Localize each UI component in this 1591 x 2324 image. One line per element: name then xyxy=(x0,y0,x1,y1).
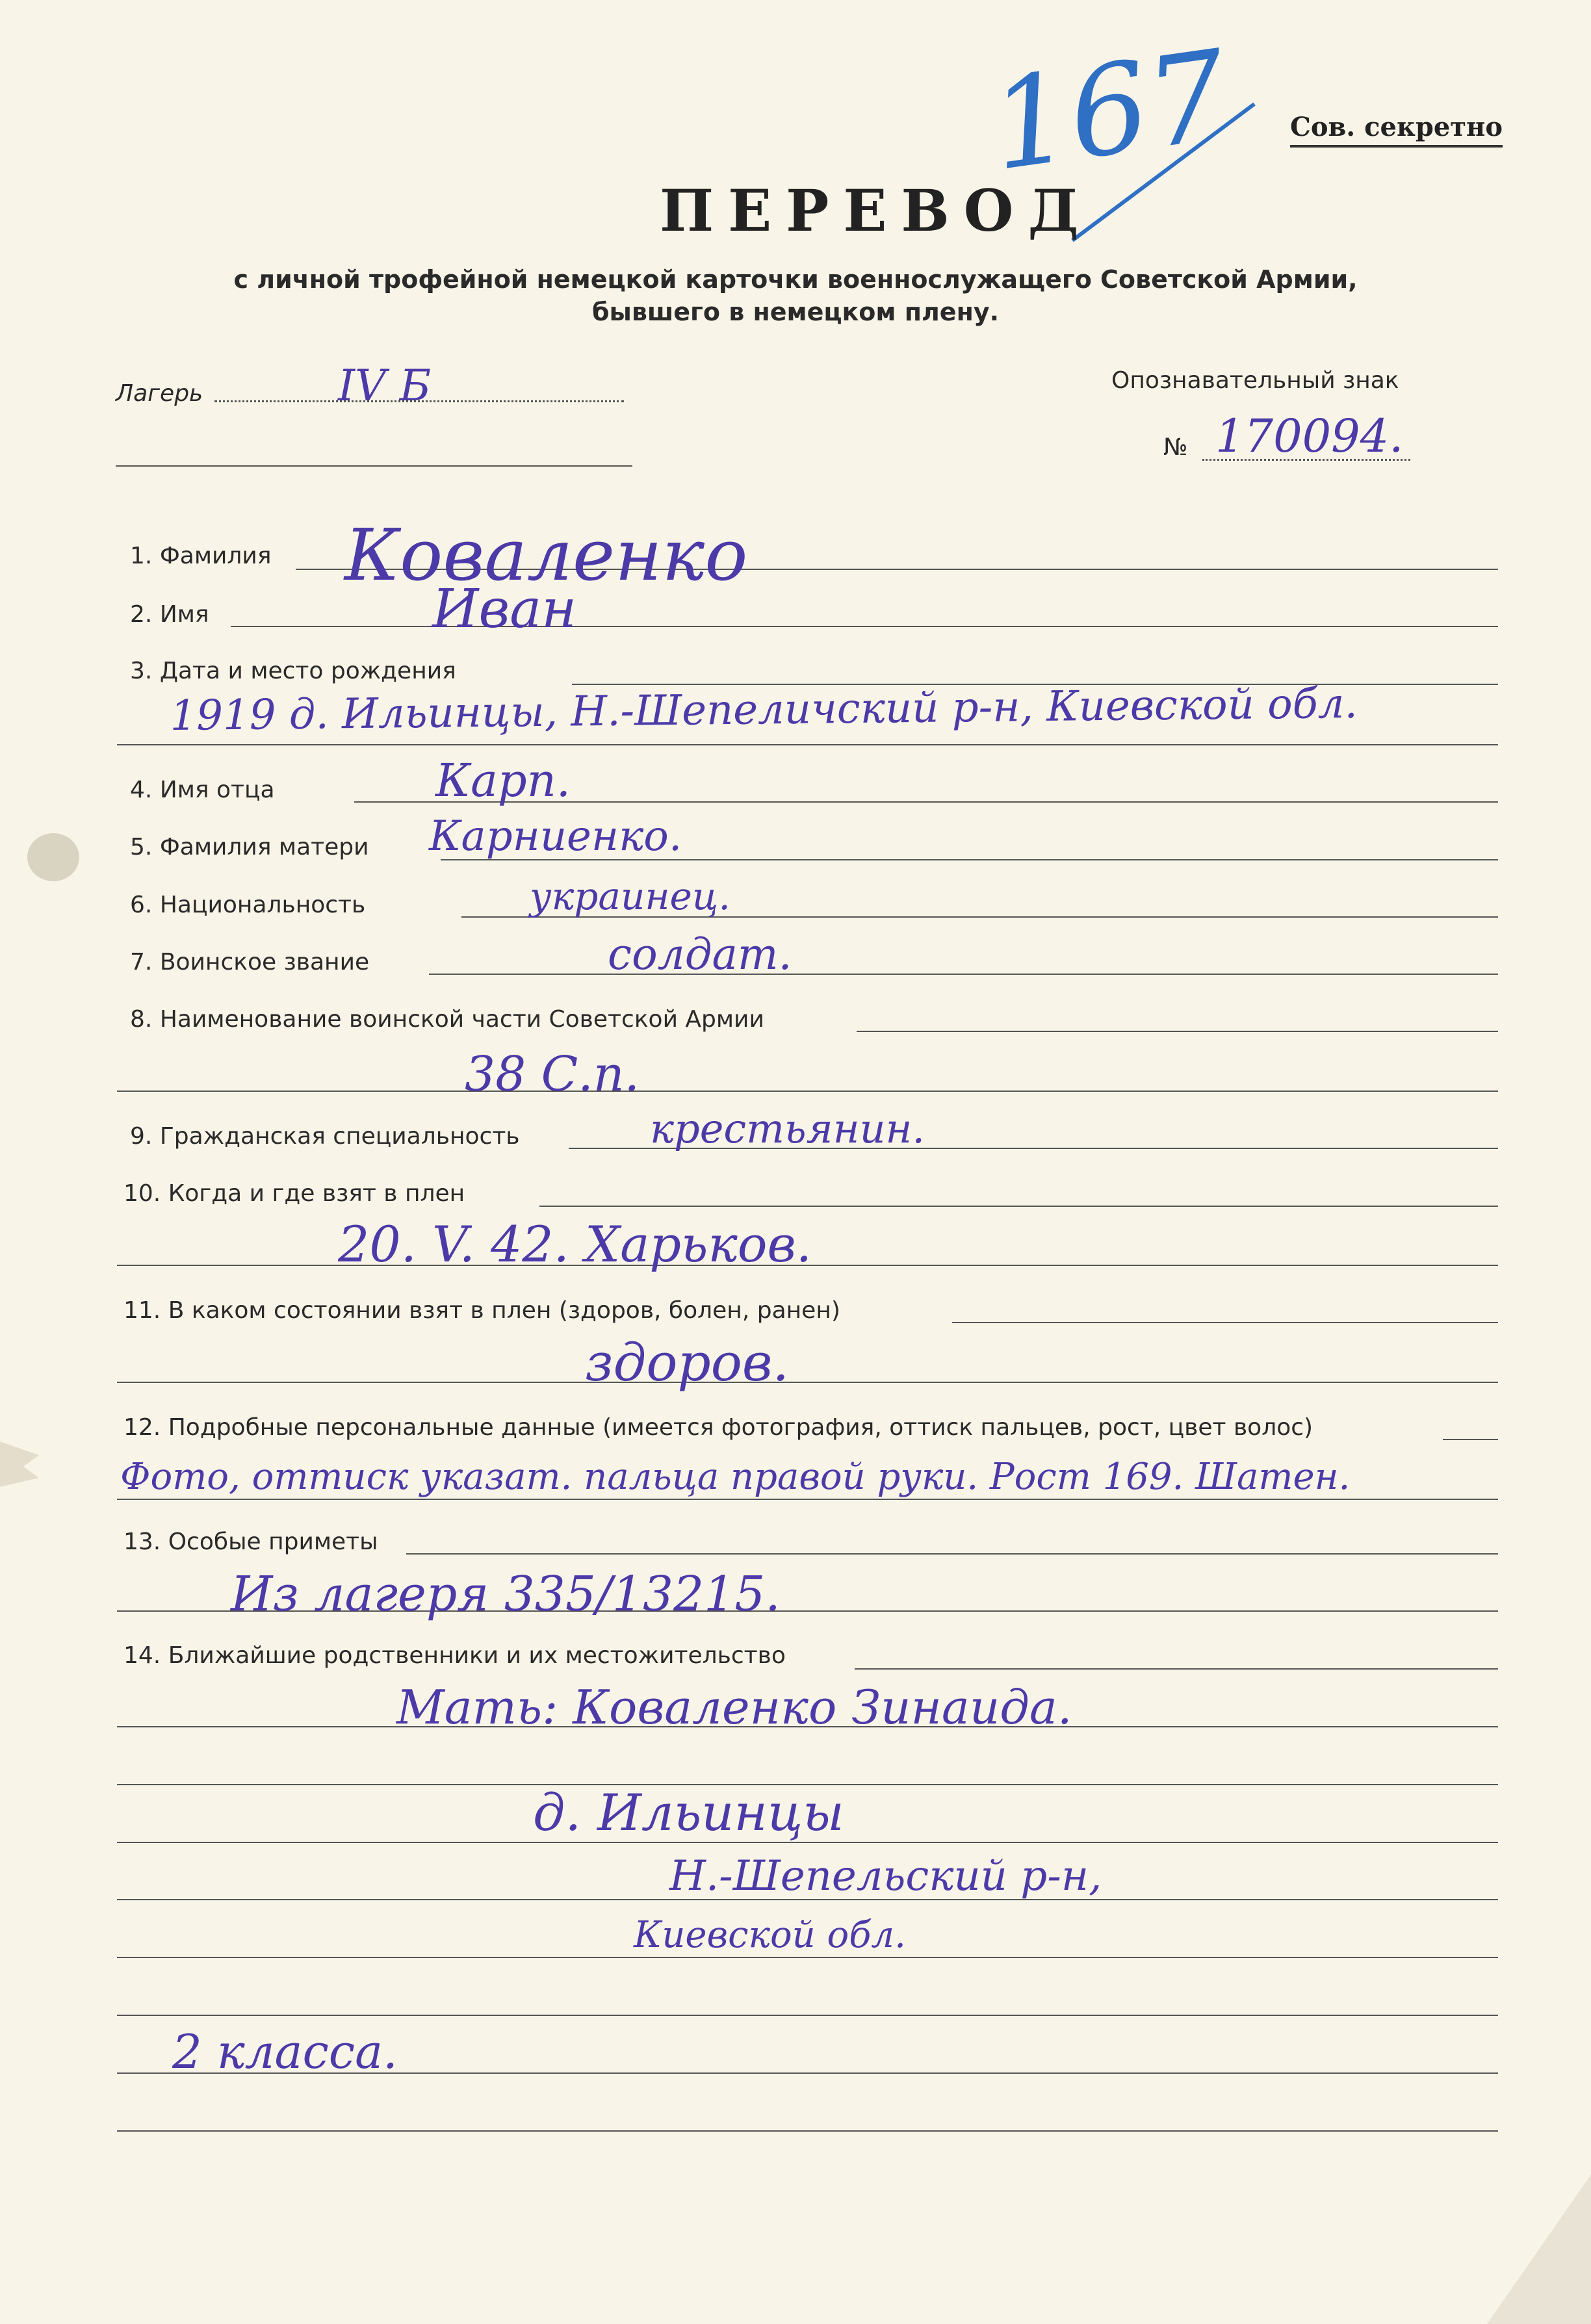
rule-19 xyxy=(117,2015,1498,2016)
field-10-label: 10. Когда и где взят в плен xyxy=(123,1180,465,1207)
camp-value: IV Б xyxy=(338,361,432,411)
rule-8b xyxy=(117,1091,1498,1092)
rule-18 xyxy=(117,1957,1498,1958)
archive-number: 167 xyxy=(982,23,1236,199)
id-tag-label: Опознавательный знак xyxy=(1111,367,1399,394)
classification-label: Сов. секретно xyxy=(1290,112,1503,148)
relatives-address-line1: д. Ильинцы xyxy=(533,1784,844,1842)
field-9-label: 9. Гражданская специальность xyxy=(130,1123,520,1150)
field-9-value: крестьянин. xyxy=(650,1105,925,1152)
field-2-label: 2. Имя xyxy=(130,601,209,628)
field-6-value: украинец. xyxy=(530,874,731,918)
rule-12 xyxy=(1443,1439,1498,1440)
rule-12b xyxy=(117,1499,1498,1500)
document-subtitle-line2: бывшего в немецком плену. xyxy=(591,298,1000,326)
field-8-label: 8. Наименование воинской части Советской Армии xyxy=(130,1006,764,1033)
archive-mark-slash xyxy=(1066,97,1261,247)
id-tag-number-sign: № xyxy=(1163,434,1188,461)
field-3-value: 1919 д. Ильинцы, Н.-Шепеличский р-н, Киевской обл. xyxy=(170,679,1358,740)
rule-11 xyxy=(952,1322,1498,1323)
rule-8 xyxy=(857,1031,1498,1032)
field-2-value: Иван xyxy=(432,578,577,640)
field-5-label: 5. Фамилия матери xyxy=(130,834,369,860)
document-subtitle-line1: с личной трофейной немецкой карточки военнослужащего Советской Армии, xyxy=(233,265,1358,294)
camp-label: Лагерь xyxy=(116,380,203,407)
relatives-address-line3: Киевской обл. xyxy=(634,1914,906,1956)
field-1-value: Коваленко xyxy=(344,513,748,597)
field-12-label: 12. Подробные персональные данные (имеется фотография, оттиск пальцев, рост, цвет волос) xyxy=(123,1414,1313,1441)
field-11-label: 11. В каком состоянии взят в плен (здоров, болен, ранен) xyxy=(123,1297,840,1324)
field-12-value: Фото, оттиск указат. пальца правой руки. Рост 169. Шатен. xyxy=(120,1456,1351,1498)
rule-7 xyxy=(429,974,1498,975)
field-7-label: 7. Воинское звание xyxy=(130,949,370,975)
field-14-value: Мать: Коваленко Зинаида. xyxy=(396,1680,1072,1735)
torn-edge xyxy=(0,1441,39,1487)
rule-14 xyxy=(855,1668,1498,1670)
field-4-value: Карп. xyxy=(435,754,571,807)
document-title: ПЕРЕВОД xyxy=(660,177,1093,244)
rule-21 xyxy=(117,2130,1498,2132)
field-8-value: 38 С.п. xyxy=(465,1046,640,1102)
field-10-value: 20. V. 42. Харьков. xyxy=(338,1215,812,1273)
id-tag-value: 170094. xyxy=(1215,409,1404,463)
field-5-value: Карниенко. xyxy=(429,812,682,860)
rule-3b xyxy=(117,744,1498,745)
field-7-value: солдат. xyxy=(608,929,792,979)
field-6-label: 6. Национальность xyxy=(130,892,366,918)
relatives-address-line2: Н.-Шепельский р-н, xyxy=(669,1852,1102,1900)
field-4-label: 4. Имя отца xyxy=(130,777,275,803)
rule-2 xyxy=(231,626,1498,627)
punch-hole xyxy=(27,833,79,881)
field-14-label: 14. Ближайшие родственники и их местожительство xyxy=(123,1642,786,1669)
field-13-label: 13. Особые приметы xyxy=(123,1529,378,1555)
folded-corner xyxy=(1487,2175,1591,2324)
camp-line-2 xyxy=(116,465,632,467)
footer-note: 2 класса. xyxy=(172,2024,398,2079)
rule-10 xyxy=(539,1206,1498,1207)
field-3-label: 3. Дата и место рождения xyxy=(130,658,456,684)
field-13-value: Из лагеря 335/13215. xyxy=(231,1566,781,1622)
field-11-value: здоров. xyxy=(585,1332,789,1393)
field-1-label: 1. Фамилия xyxy=(130,543,272,569)
rule-13 xyxy=(406,1553,1498,1555)
rule-11b xyxy=(117,1382,1498,1383)
